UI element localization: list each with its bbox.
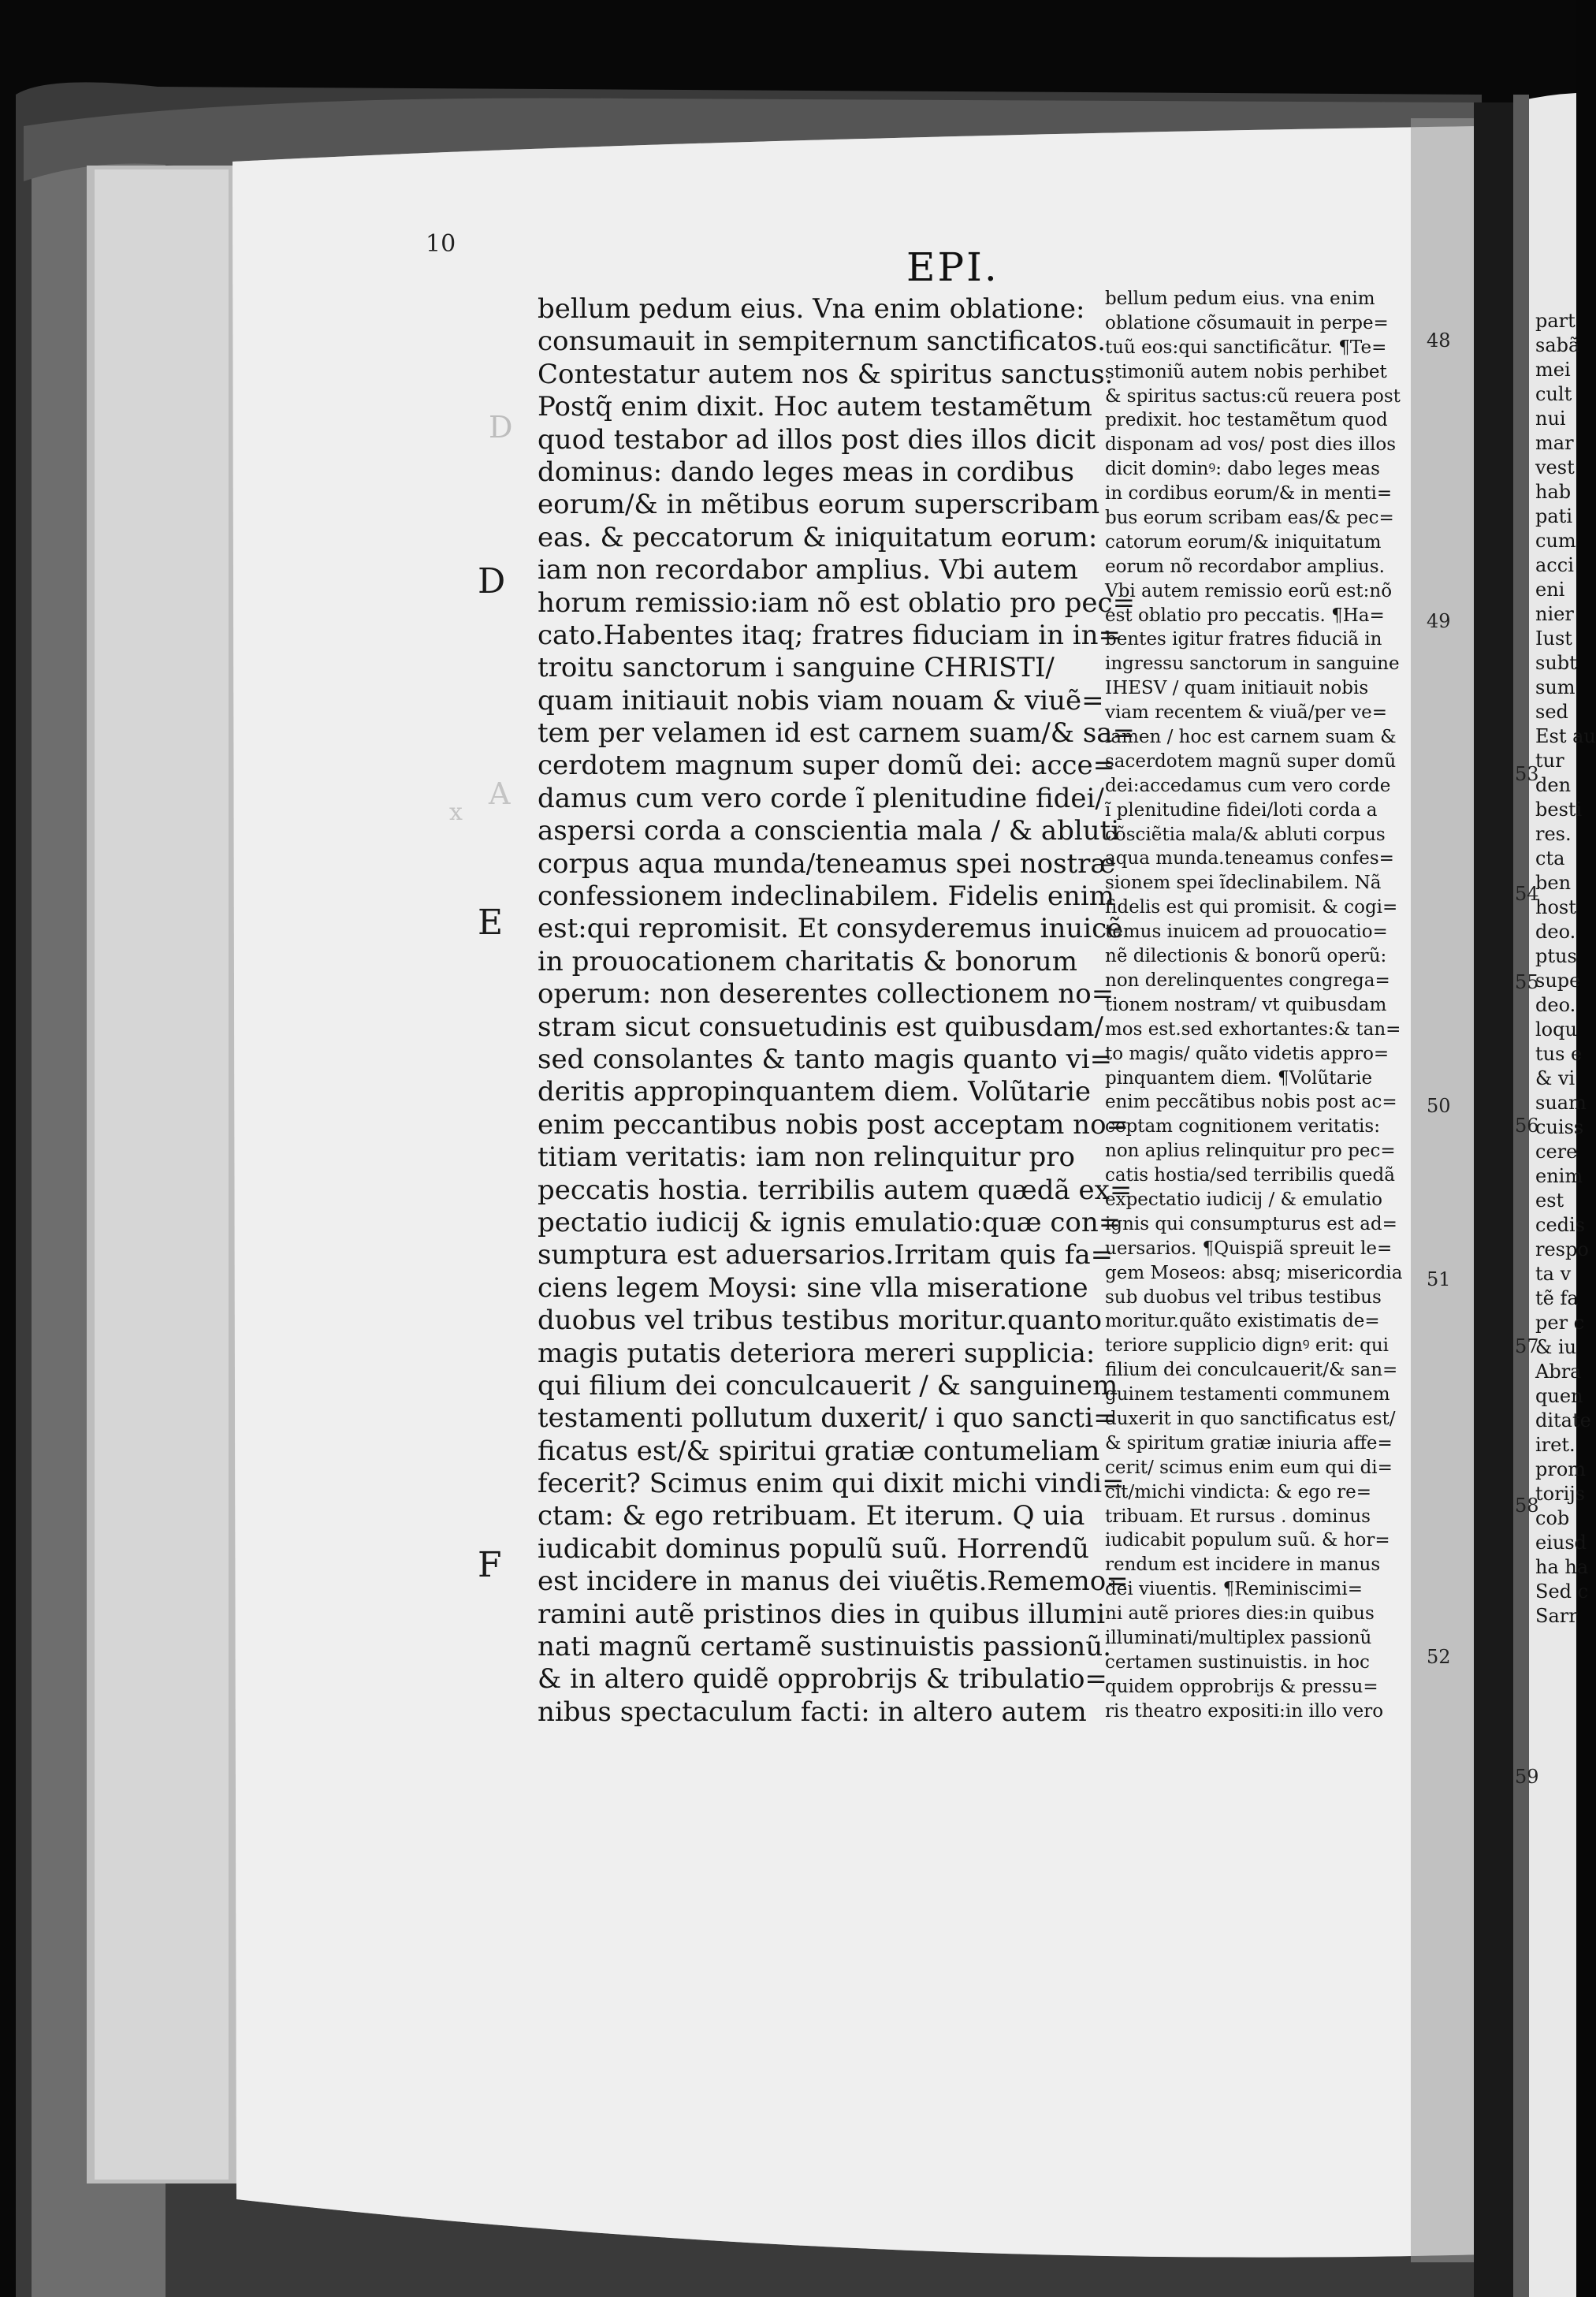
text-line: cõsciẽtia mala/& abluti corpus xyxy=(1105,824,1386,845)
text-line: dominus: dando leges meas in cordibus xyxy=(538,456,1074,488)
verse-number: 52 xyxy=(1427,1646,1451,1668)
text-line: illuminati/multiplex passionũ xyxy=(1105,1627,1372,1648)
text-line: certamen sustinuistis. in hoc xyxy=(1105,1651,1370,1673)
text-line: suam xyxy=(1535,1092,1587,1114)
margin-letter-d: D xyxy=(478,561,506,601)
text-line: iudicabit dominus populũ suũ. Horrendũ xyxy=(538,1532,1089,1565)
verse-number: 55 xyxy=(1515,971,1539,993)
text-line: ptus xyxy=(1535,945,1577,967)
text-line: est xyxy=(1535,1189,1564,1212)
text-line: tur xyxy=(1535,750,1564,772)
text-line: part xyxy=(1535,310,1576,332)
text-line: den xyxy=(1535,774,1572,796)
text-line: Contestatur autem nos & spiritus sanctus. xyxy=(538,358,1114,390)
text-line: stram sicut consuetudinis est quibusdam/ xyxy=(538,1011,1103,1043)
text-line: eas. & peccatorum & iniquitatum eorum: xyxy=(538,521,1098,553)
running-head: EPI. xyxy=(906,244,999,290)
text-line: hab xyxy=(1535,481,1572,503)
svg-text:D: D xyxy=(489,410,513,445)
text-line: horum remissio:iam nõ est oblatio pro pec= xyxy=(538,586,1136,619)
text-line: temus inuicem ad prouocatio= xyxy=(1105,921,1388,943)
text-line: corpus aqua munda/teneamus spei nostræ xyxy=(538,847,1116,880)
text-line: & spiritum gratiæ iniuria affe= xyxy=(1105,1432,1393,1454)
text-line: mos est.sed exhortantes:& tan= xyxy=(1105,1018,1401,1040)
text-line: filium dei conculcauerit/& san= xyxy=(1105,1360,1398,1381)
text-line: prom xyxy=(1535,1458,1587,1480)
text-line: non derelinquentes congrega= xyxy=(1105,970,1390,991)
text-line: pinquantem diem. ¶Volũtarie xyxy=(1105,1067,1373,1089)
text-line: subt xyxy=(1535,652,1577,674)
text-line: acci xyxy=(1535,554,1574,576)
text-line: sionem spei ĩdeclinabilem. Nã xyxy=(1105,873,1382,894)
text-line: enim xyxy=(1535,1165,1583,1187)
text-line: ris theatro expositi:in illo vero xyxy=(1105,1700,1384,1722)
text-line: deritis appropinquantem diem. Volũtarie xyxy=(538,1076,1091,1108)
text-line: cuiss xyxy=(1535,1116,1584,1138)
text-line: IHESV / quam initiauit nobis xyxy=(1105,678,1369,699)
text-line: cato.Habentes itaq; fratres fiduciam in in= xyxy=(538,619,1122,651)
text-line: supe xyxy=(1535,970,1581,992)
text-line: ni autẽ priores dies:in quibus xyxy=(1105,1603,1375,1625)
text-line: Abra xyxy=(1535,1361,1582,1383)
svg-text:x: x xyxy=(449,799,463,826)
text-line: dicit dominꝰ: dabo leges meas xyxy=(1105,459,1380,480)
text-line: iam non recordabor amplius. Vbi autem xyxy=(538,554,1078,586)
text-line: ben xyxy=(1535,872,1572,894)
text-line: eorum nõ recordabor amplius. xyxy=(1105,556,1385,577)
verse-number: 56 xyxy=(1515,1115,1539,1137)
text-line: nẽ dilectionis & bonorũ operũ: xyxy=(1105,946,1387,967)
text-line: Vbi autem remissio eorũ est:nõ xyxy=(1105,580,1393,601)
text-line: damus cum vero corde ĩ plenitudine fidei/ xyxy=(538,782,1104,814)
text-line: nui xyxy=(1535,408,1566,430)
text-line: est oblatio pro peccatis. ¶Ha= xyxy=(1105,605,1385,626)
text-line: res. xyxy=(1535,823,1572,845)
folio-number: 10 xyxy=(426,230,456,258)
verse-number: 51 xyxy=(1427,1268,1451,1290)
text-line: aqua munda.teneamus confes= xyxy=(1105,848,1394,869)
text-line: cere xyxy=(1535,1141,1578,1163)
text-line: respo xyxy=(1535,1238,1589,1260)
text-line: ditate xyxy=(1535,1409,1591,1431)
verse-number: 53 xyxy=(1515,763,1539,785)
text-line: iudicabit populum suũ. & hor= xyxy=(1105,1530,1390,1551)
text-line: viam recentem & viuã/per ve= xyxy=(1105,702,1387,724)
text-line: eni xyxy=(1535,579,1565,601)
text-line: per c xyxy=(1535,1312,1585,1334)
text-line: Sed c xyxy=(1535,1580,1589,1603)
text-line: enim peccantibus nobis post acceptam no= xyxy=(538,1108,1129,1141)
verse-number: 57 xyxy=(1515,1335,1539,1357)
text-line: & in altero quidẽ opprobrijs & tribulatio= xyxy=(538,1663,1107,1696)
text-line: duobus vel tribus testibus moritur.quanto xyxy=(538,1305,1103,1337)
text-line: peccatis hostia. terribilis autem quædã ex= xyxy=(538,1174,1133,1206)
text-line: host xyxy=(1535,896,1576,918)
margin-letter-e: E xyxy=(478,903,504,943)
text-line: cult xyxy=(1535,383,1572,405)
text-line: ingressu sanctorum in sanguine xyxy=(1105,653,1400,675)
text-line: qui filium dei conculcauerit / & sanguinem xyxy=(538,1369,1118,1402)
text-line: testamenti pollutum duxerit/ i quo sancti= xyxy=(538,1402,1116,1435)
text-line: sumptura est aduersarios.Irritam quis fa= xyxy=(538,1239,1114,1271)
text-line: eiusd xyxy=(1535,1532,1587,1554)
text-line: magis putatis deteriora mereri supplicia: xyxy=(538,1337,1096,1369)
text-line: ĩ plenitudine fidei/loti corda a xyxy=(1105,799,1378,821)
text-line: tẽ fa xyxy=(1535,1287,1579,1309)
text-line: sed xyxy=(1535,701,1568,723)
text-line: cit/michi vindicta: & ego re= xyxy=(1105,1481,1372,1502)
text-line: lamen / hoc est carnem suam & xyxy=(1105,727,1397,748)
text-line: ta v xyxy=(1535,1263,1572,1285)
text-line: ha ha xyxy=(1535,1556,1589,1578)
margin-letter-f: F xyxy=(478,1545,502,1585)
text-line: cob xyxy=(1535,1507,1570,1529)
text-line: loqu xyxy=(1535,1018,1577,1041)
text-line: duxerit in quo sanctificatus est/ xyxy=(1105,1408,1396,1429)
text-line: besti xyxy=(1535,799,1583,821)
text-line: Sarr xyxy=(1535,1605,1578,1627)
text-line: sabã xyxy=(1535,334,1580,356)
text-line: predixit. hoc testamẽtum quod xyxy=(1105,410,1388,431)
right-text-column xyxy=(1105,287,1452,1724)
text-line: sacerdotem magnũ super domũ xyxy=(1105,750,1397,772)
text-line: disponam ad vos/ post dies illos xyxy=(1105,434,1396,456)
text-line: moritur.quãto existimatis de= xyxy=(1105,1311,1380,1332)
text-line: bellum pedum eius. Vna enim oblatione: xyxy=(538,293,1085,325)
text-line: deo. xyxy=(1535,921,1576,943)
text-line: cta xyxy=(1535,847,1565,869)
verse-number: 59 xyxy=(1515,1766,1539,1788)
text-line: tem per velamen id est carnem suam/& sa= xyxy=(538,717,1136,750)
text-line: gem Moseos: absq; misericordia xyxy=(1105,1262,1403,1283)
text-line: Postq̃ enim dixit. Hoc autem testamẽtum xyxy=(538,391,1092,423)
text-line: sed consolantes & tanto magis quanto vi= xyxy=(538,1043,1113,1075)
text-line: nibus spectaculum facti: in altero autem xyxy=(538,1696,1087,1728)
text-line: quod testabor ad illos post dies illos dicit xyxy=(538,423,1096,456)
text-line: guinem testamenti communem xyxy=(1105,1384,1390,1405)
text-line: in cordibus eorum/& in menti= xyxy=(1105,483,1393,504)
text-line: fidelis est qui promisit. & cogi= xyxy=(1105,897,1398,918)
text-line: ciens legem Moysi: sine vlla miseratione xyxy=(538,1271,1088,1304)
text-line: iret. xyxy=(1535,1434,1576,1456)
text-line: Iust xyxy=(1535,627,1572,650)
left-text-column xyxy=(538,293,1136,1729)
text-line: Est au xyxy=(1535,725,1596,747)
verse-number: 48 xyxy=(1427,329,1451,352)
text-line: tus e xyxy=(1535,1043,1583,1065)
text-line: mei xyxy=(1535,359,1571,381)
text-line: mar xyxy=(1535,432,1574,454)
next-page-fragment xyxy=(1535,309,1596,1629)
text-line: expectatio iudicij / & emulatio xyxy=(1105,1189,1383,1210)
text-line: bellum pedum eius. vna enim xyxy=(1105,289,1375,309)
text-line: ramini autẽ pristinos dies in quibus illumi xyxy=(538,1598,1106,1630)
verse-number: 50 xyxy=(1427,1095,1451,1117)
verse-number: 54 xyxy=(1515,883,1539,905)
text-line: confessionem indeclinabilem. Fidelis enim xyxy=(538,880,1115,913)
text-line: nier xyxy=(1535,603,1574,625)
text-line: teriore supplicio dignꝰ erit: qui xyxy=(1105,1335,1390,1357)
text-line: pati xyxy=(1535,505,1572,527)
text-line: quen xyxy=(1535,1385,1583,1407)
text-line: to magis/ quãto videtis appro= xyxy=(1105,1043,1390,1064)
text-line: consumauit in sempiternum sanctificatos. xyxy=(538,326,1106,358)
text-line: cerit/ scimus enim eum qui di= xyxy=(1105,1457,1393,1478)
text-line: ceptam cognitionem veritatis: xyxy=(1105,1116,1380,1137)
text-line: & iu xyxy=(1535,1336,1577,1358)
verse-number: 58 xyxy=(1515,1495,1539,1517)
text-line: catorum eorum/& iniquitatum xyxy=(1105,531,1382,553)
text-line: troitu sanctorum i sanguine CHRISTI/ xyxy=(538,652,1055,684)
svg-text:A: A xyxy=(489,776,511,811)
text-line: aspersi corda a conscientia mala / & abluti xyxy=(538,815,1120,847)
text-line: operum: non deserentes collectionem no= xyxy=(538,978,1114,1011)
text-line: quidem opprobrijs & pressu= xyxy=(1105,1676,1378,1697)
text-line: & spiritus sactus:cũ reuera post xyxy=(1105,385,1401,407)
text-line: cum xyxy=(1535,530,1576,552)
text-line: sub duobus vel tribus testibus xyxy=(1105,1286,1382,1308)
text-line: bus eorum scribam eas/& pec= xyxy=(1105,508,1394,529)
text-line: tuũ eos:qui sanctificãtur. ¶Te= xyxy=(1105,337,1387,358)
text-line: deo. xyxy=(1535,994,1576,1016)
text-line: torijs xyxy=(1535,1483,1585,1505)
text-line: dei:accedamus cum vero corde xyxy=(1105,775,1391,796)
text-line: in prouocationem charitatis & bonorum xyxy=(538,945,1077,977)
text-line: titiam veritatis: iam non relinquitur pro xyxy=(538,1141,1075,1174)
text-line: ficatus est/& spiritui gratiæ contumeliam xyxy=(538,1435,1100,1467)
text-line: oblatione cõsumauit in perpe= xyxy=(1105,312,1389,333)
text-line: non aplius relinquitur pro pec= xyxy=(1105,1141,1396,1162)
text-line: catis hostia/sed terribilis quedã xyxy=(1105,1165,1395,1186)
text-line: sum xyxy=(1535,676,1576,698)
text-line: nati magnũ certamẽ sustinuistis passionũ. xyxy=(538,1631,1112,1663)
text-line: vest xyxy=(1535,456,1575,478)
text-line: pectatio iudicij & ignis emulatio:quæ con= xyxy=(538,1206,1122,1238)
text-line: est incidere in manus dei viuẽtis.Rememo= xyxy=(538,1565,1129,1598)
text-line: dei viuentis. ¶Reminiscimi= xyxy=(1105,1579,1363,1600)
text-line: rendum est incidere in manus xyxy=(1105,1554,1381,1576)
text-line: eorum/& in mẽtibus eorum superscribam xyxy=(538,489,1100,521)
text-line: & vi xyxy=(1535,1067,1576,1089)
text-line: cedis xyxy=(1535,1214,1585,1236)
text-line: stimoniũ autem nobis perhibet xyxy=(1105,361,1387,382)
verse-number: 49 xyxy=(1427,610,1451,632)
text-line: uersarios. ¶Quispiã spreuit le= xyxy=(1105,1238,1393,1259)
text-line: cerdotem magnum super domũ dei: acce= xyxy=(538,750,1116,782)
text-line: quam initiauit nobis viam nouam & viuẽ= xyxy=(538,684,1104,717)
text-line: bentes igitur fratres fiduciã in xyxy=(1105,629,1382,650)
text-line: tribuam. Et rursus . dominus xyxy=(1105,1506,1371,1527)
text-line: ctam: & ego retribuam. Et iterum. Q uia xyxy=(538,1500,1085,1532)
text-line: fecerit? Scimus enim qui dixit michi vindi= xyxy=(538,1468,1125,1500)
text-line: tionem nostram/ vt quibusdam xyxy=(1105,994,1387,1015)
text-line: ignis qui consumpturus est ad= xyxy=(1105,1213,1397,1234)
text-line: est:qui repromisit. Et consyderemus inuicẽ xyxy=(538,913,1123,945)
text-line: enim peccãtibus nobis post ac= xyxy=(1105,1092,1397,1113)
